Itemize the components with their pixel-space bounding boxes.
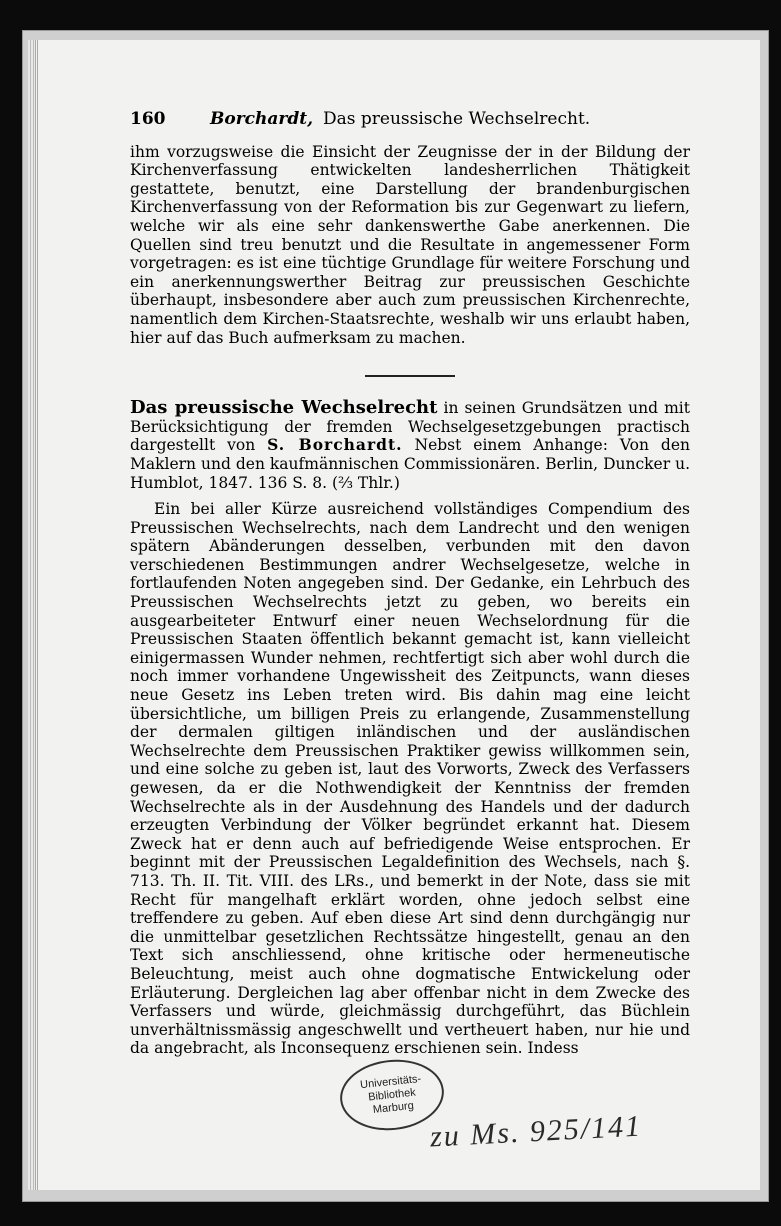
review-author: S. Borchardt.	[267, 435, 403, 455]
intro-paragraph: ihm vorzugsweise die Einsicht der Zeugnisse der in der Bildung der Kirchenverfassung entwickelten landesherrlichen Thätigkeit gestattete, benutzt, eine Darstellung der brandenburgischen Kirchenverfassung von der Reformation bis zur Gegenwart zu liefern, welche wir als eine sehr dankenswerthe Gabe anerkennen. Die Quellen sind treu benutzt und die Resultate in angemessener Form vorgetragen: es ist eine tüchtige Grundlage für weitere Forschung und ein anerkennungswerther Beitrag zur preussischen Geschichte überhaupt, insbesondere aber auch zum preussischen Kirchenrechte, namentlich dem Kirchen-Staatsrechte, weshalb wir uns erlaubt haben, hier auf das Buch aufmerksam zu machen.	[130, 142, 690, 347]
page-number: 160	[130, 109, 166, 129]
review-heading	[130, 399, 690, 492]
review-body: Ein bei aller Kürze ausreichend vollständiges Compendium des Preussischen Wechselrechts, nach dem Landrecht und den wenigen spätern Abänderungen desselben, verbunden mit den davon verschiedenen Bestimmungen andrer Wechselgesetze, welche in fortlaufenden Noten angegeben sind. Der Gedanke, ein Lehrbuch des Preussischen Wechselrechts jetzt zu geben, wo bereits ein ausgearbeiteter Entwurf einer neuen Wechselordnung für die Preussischen Staaten öffentlich bekannt gemacht ist, kann vielleicht einigermassen Wunder nehmen, rechtfertigt sich aber wohl durch die noch immer vorhandene Ungewissheit des Zeitpuncts, wann dieses neue Gesetz ins Leben treten wird. Bis dahin mag eine leicht übersichtliche, um billigen Preis zu erlangende, Zusammenstellung der dermalen giltigen inländischen und der ausländischen Wechselrechte dem Preussischen Praktiker gewiss willkommen sein, und eine solche zu geben ist, laut des Vorworts, Zweck des Verfassers gewesen, da er die Nothwendigkeit der Kenntniss der fremden Wechselrechte als in der Ausdehnung des Handels und der dadurch erzeugten Verbindung der Völker begründet erkannt hat. Diesem Zweck hat er denn auch auf befriedigende Weise entsprochen. Er beginnt mit der Preussischen Legaldefinition des Wechsels, nach §. 713. Th. II. Tit. VIII. des LRs., und bemerkt in der Note, dass sie mit Recht für mangelhaft erklärt worden, ohne jedoch selbst eine treffendere zu geben. Auf eben diese Art sind denn durchgängig nur die unmittelbar gesetzlichen Rechtssätze hingestellt, genau an den Text sich anschliessend, ohne kritische oder hermeneutische Beleuchtung, meist auch ohne dogmatische Entwickelung oder Erläuterung. Dergleichen lag aber offenbar nicht in dem Zwecke des Verfassers und würde, gleichmässig durchgeführt, das Büchlein unverhältnissmässig angeschwellt und vertheuert haben, nur hie und da angebracht, als Inconsequenz erschienen sein. Indess	[130, 500, 690, 1058]
review-title-rest-1: in seinen Grundsätzen und mit Berücksichtigung der fremden Wechselgesetzgebungen practisch dargestellt von	[130, 399, 690, 455]
header-title: Das preussische Wechselrecht.	[323, 109, 591, 129]
stamp-line-1: Universitäts-	[359, 1072, 422, 1091]
header-author: Borchardt,	[210, 109, 314, 129]
running-header	[130, 110, 690, 129]
section-divider	[365, 375, 455, 377]
review-title: Das preussische Wechselrecht	[130, 397, 438, 419]
review-title-rest-2: Nebst einem Anhange: Von den Maklern und den kaufmännischen Commissionären. Berlin, Duncker u. Humblot, 1847. 136 S. 8. (⅔ Thlr.)	[130, 436, 691, 492]
stamp-line-3: Marburg	[372, 1099, 415, 1116]
text-column	[130, 110, 690, 1058]
stamp-line-2: Bibliothek	[367, 1086, 417, 1103]
shelfmark-handwriting: zu Ms. 925/141	[429, 1109, 643, 1154]
